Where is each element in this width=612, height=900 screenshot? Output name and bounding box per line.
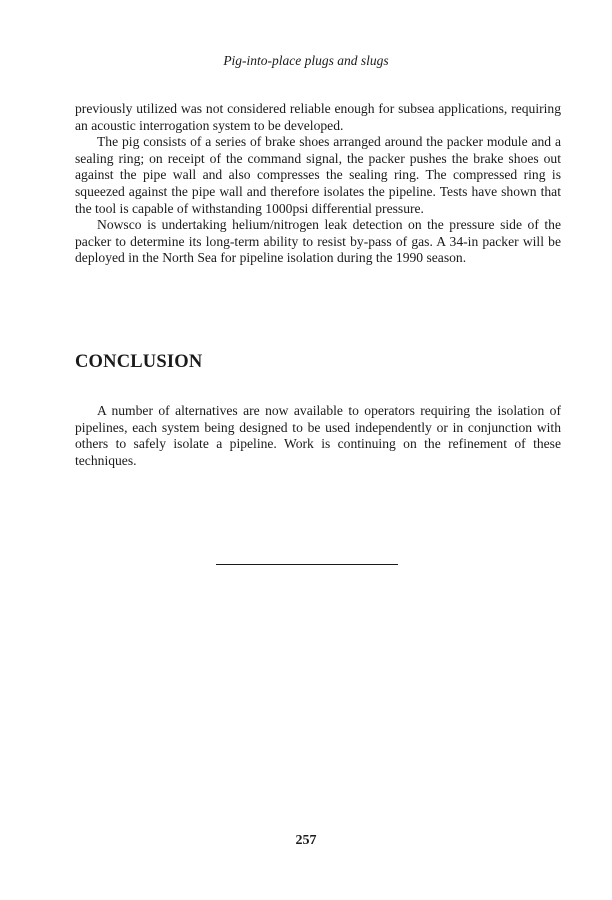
page-number: 257 bbox=[295, 833, 317, 848]
end-of-section-rule bbox=[216, 564, 398, 565]
body-text-before-conclusion bbox=[75, 101, 561, 267]
paragraph-pig-description: The pig consists of a series of brake shoes arranged around the packer module and a sealing ring; on receipt of the command signal, the packer pushes the brake shoes out against the pipe wall and also compresses the sealing ring. The compressed ring is squeezed against the pipe wall and therefore isolates the pipeline. Tests have shown that the tool is capable of withstanding 1000psi differential pressure. bbox=[75, 134, 561, 216]
paragraph-conclusion: A number of alternatives are now available to operators requiring the isolation of pipelines, each system being designed to be used independently or in conjunction with others to safely isolate a pipeline. Work is continuing on the refinement of these techniques. bbox=[75, 403, 561, 468]
running-head: Pig-into-place plugs and slugs bbox=[223, 53, 389, 68]
paragraph-leak-detection: Nowsco is undertaking helium/nitrogen leak detection on the pressure side of the packer to determine its long-term ability to resist by-pass of gas. A 34-in packer will be deployed in the North Sea for pipeline isolation during the 1990 season. bbox=[75, 217, 561, 266]
paragraph-continued: previously utilized was not considered reliable enough for subsea applications, requiring an acoustic interrogation system to be developed. bbox=[75, 101, 561, 133]
body-text-conclusion bbox=[75, 403, 561, 469]
section-heading-conclusion: CONCLUSION bbox=[75, 352, 203, 372]
